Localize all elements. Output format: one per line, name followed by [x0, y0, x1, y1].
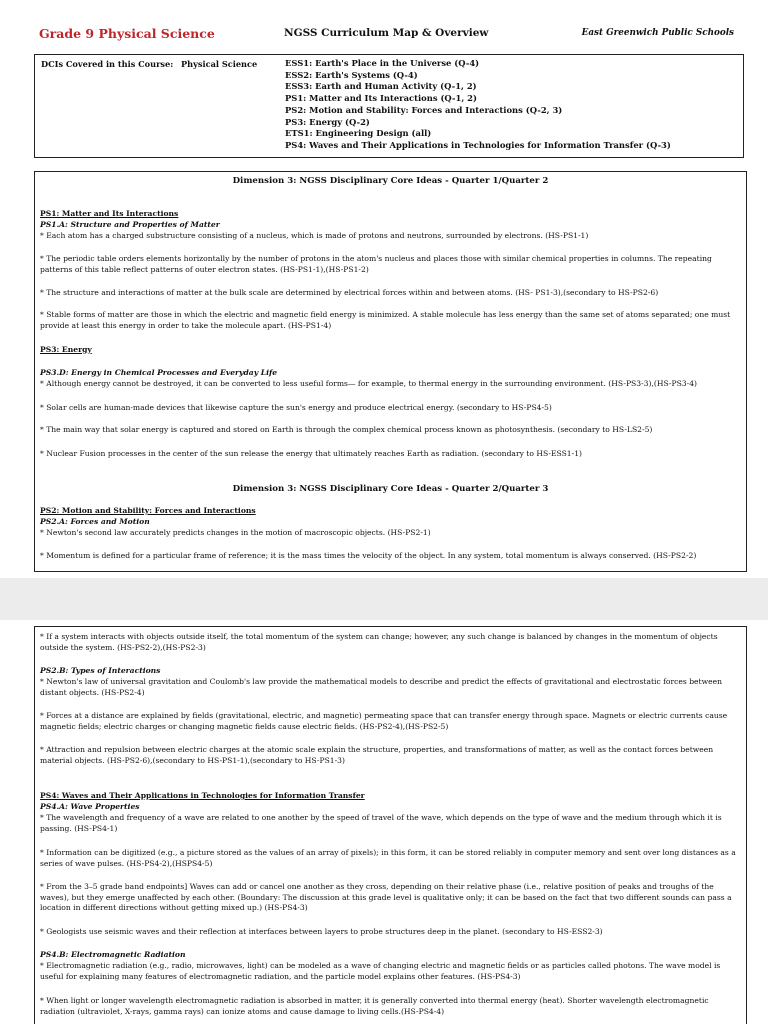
ps3-title: PS3: Energy: [40, 345, 92, 354]
ps1-title: PS1: Matter and Its Interactions: [40, 209, 179, 218]
ps4b-title: PS4.B: Electromagnetic Radiation: [40, 950, 186, 959]
ps3d-title: PS3.D: Energy in Chemical Processes and Everyday Life: [40, 368, 278, 377]
page-gap: [0, 578, 768, 620]
ps4a-paragraph-3: * From the 3–5 grade band endpoints] Waves can add or cancel one another as they cross, depending on their relative phase (i.e., relative position of peaks and troughs of the waves), but they emerge unaffected by each other. (Boundary: The discussion at this grade level is qualitative only; it can be based on the fact that two different sounds can pass a location in different directions without getting mixed up.) (HS-PS4-3): [40, 882, 732, 912]
ps4-title: PS4: Waves and Their Applications in Technologies for Information Transfer: [40, 791, 365, 800]
dci-item: PS3: Energy (Q-2): [285, 116, 370, 127]
ps4b-paragraph-2: * When light or longer wavelength electromagnetic radiation is absorbed in matter, it is generally converted into thermal energy (heat). Shorter wavelength electromagnetic radiation (ultraviolet, X-rays, gamma rays) can ionize atoms and cause damage to living cells.(HS-PS4-4): [40, 996, 709, 1016]
ps3d-paragraph-4: * Nuclear Fusion processes in the center of the sun release the energy that ultimately reaches Earth as radiation. (secondary to HS-ESS1-1): [40, 449, 582, 458]
ps1a-paragraph-2: * The periodic table orders elements horizontally by the number of protons in the atom's nucleus and places those with similar chemical properties in columns. The repeating patterns of this table reflect patterns of outer electron states. (HS-PS1-1),(HS-PS1-2): [40, 254, 712, 274]
page-header: [34, 26, 740, 44]
core-ideas-box-1: [34, 171, 747, 572]
ps1a-paragraph-4: * Stable forms of matter are those in which the electric and magnetic field energy is minimized. A stable molecule has less energy than the same set of atoms separated; one must provide at least this energy in order to take the molecule apart. (HS-PS1-4): [40, 310, 731, 330]
ps1a-title: PS1.A: Structure and Properties of Matter: [40, 220, 220, 229]
ps4a-title: PS4.A: Wave Properties: [40, 802, 140, 811]
ps2b-paragraph-2: * Forces at a distance are explained by fields (gravitational, electric, and magnetic) permeating space that can transfer energy through space. Magnets or electric currents cause magnetic fields; electric charges or changing magnetic fields cause electric fields. (HS-PS2-4),(HS-PS2-5): [40, 711, 728, 731]
document-title: NGSS Curriculum Map & Overview: [284, 27, 489, 39]
dci-course: Physical Science: [181, 59, 258, 69]
dci-item: ESS3: Earth and Human Activity (Q-1, 2): [285, 81, 477, 92]
ps2b-title: PS2.B: Types of Interactions: [40, 666, 161, 675]
ps4b-paragraph-1: * Electromagnetic radiation (e.g., radio, microwaves, light) can be modeled as a wave of changing electric and magnetic fields or as particles called photons. The wave model is useful for explaining many features of electromagnetic radiation, and the particle model explains other features. (HS-PS4-3): [40, 961, 721, 981]
dci-list: [285, 58, 671, 152]
ps1a-paragraph-1: * Each atom has a charged substructure consisting of a nucleus, which is made of protons and neutrons, surrounded by electrons. (HS-PS1-1): [40, 231, 589, 240]
dci-item: PS4: Waves and Their Applications in Technologies for Information Transfer (Q-3): [285, 139, 671, 150]
ps2-title: PS2: Motion and Stability: Forces and Interactions: [40, 506, 256, 515]
dci-box: [34, 54, 744, 158]
ps2a-title: PS2.A: Forces and Motion: [40, 517, 150, 526]
dci-item: ESS2: Earth's Systems (Q-4): [285, 69, 418, 80]
ps3d-paragraph-3: * The main way that solar energy is captured and stored on Earth is through the complex chemical process known as photosynthesis. (secondary to HS-LS2-5): [40, 425, 653, 434]
ps3d-paragraph-1: * Although energy cannot be destroyed, it can be converted to less useful forms— for example, to thermal energy in the surrounding environment. (HS-PS3-3),(HS-PS3-4): [40, 379, 697, 388]
dci-label: DCIs Covered in this Course:: [41, 59, 174, 69]
dci-item: ETS1: Engineering Design (all): [285, 128, 432, 139]
district-name: East Greenwich Public Schools: [581, 28, 734, 38]
ps4a-paragraph-2: * Information can be digitized (e.g., a picture stored as the values of an array of pixels); in this form, it can be stored reliably in computer memory and sent over long distances as a series of wave pulses. (HS-PS4-2),(HSPS4-5): [40, 848, 736, 868]
ps4a-paragraph-1: * The wavelength and frequency of a wave are related to one another by the speed of travel of the wave, which depends on the type of wave and the medium through which it is passing. (HS-PS4-1): [40, 813, 722, 833]
ps2b-paragraph-1: * Newton's law of universal gravitation and Coulomb's law provide the mathematical models to describe and predict the effects of gravitational and electrostatic forces between distant objects. (HS-PS2-4): [40, 677, 722, 697]
section-heading-q2-q3: Dimension 3: NGSS Disciplinary Core Ideas - Quarter 2/Quarter 3: [232, 484, 549, 494]
ps4a-paragraph-4: * Geologists use seismic waves and their reflection at interfaces between layers to probe structures deep in the planet. (secondary to HS-ESS2-3): [40, 927, 603, 936]
ps2b-paragraph-3: * Attraction and repulsion between electric charges at the atomic scale explain the structure, properties, and transformations of matter, as well as the contact forces between material objects. (HS-PS2-6),(secondary to HS-PS1-1),(secondary to HS-PS1-3): [40, 745, 714, 765]
dci-item: PS1: Matter and Its Interactions (Q-1, 2): [285, 93, 477, 104]
ps2a-paragraph-3: * If a system interacts with objects outside itself, the total momentum of the system can change; however, any such change is balanced by changes in the momentum of objects outside the system. (HS-PS2-2),(HS-PS2-3): [40, 632, 718, 652]
ps3d-paragraph-2: * Solar cells are human-made devices that likewise capture the sun's energy and produce electrical energy. (secondary to HS-PS4-5): [40, 403, 552, 412]
section-heading-q1-q2: Dimension 3: NGSS Disciplinary Core Ideas - Quarter 1/Quarter 2: [232, 176, 549, 186]
course-title: Grade 9 Physical Science: [39, 26, 215, 41]
ps1a-paragraph-3: * The structure and interactions of matter at the bulk scale are determined by electrical forces within and between atoms. (HS- PS1-3),(secondary to HS-PS2-6): [40, 288, 659, 297]
core-ideas-box-2: [34, 626, 747, 1024]
ps2a-paragraph-2: * Momentum is defined for a particular frame of reference; it is the mass times the velocity of the object. In any system, total momentum is always conserved. (HS-PS2-2): [40, 551, 697, 560]
dci-item: PS2: Motion and Stability: Forces and Interactions (Q-2, 3): [285, 104, 563, 115]
ps2a-paragraph-1: * Newton's second law accurately predicts changes in the motion of macroscopic objects. (HS-PS2-1): [40, 528, 431, 537]
dci-item: ESS1: Earth's Place in the Universe (Q-4): [285, 58, 480, 68]
